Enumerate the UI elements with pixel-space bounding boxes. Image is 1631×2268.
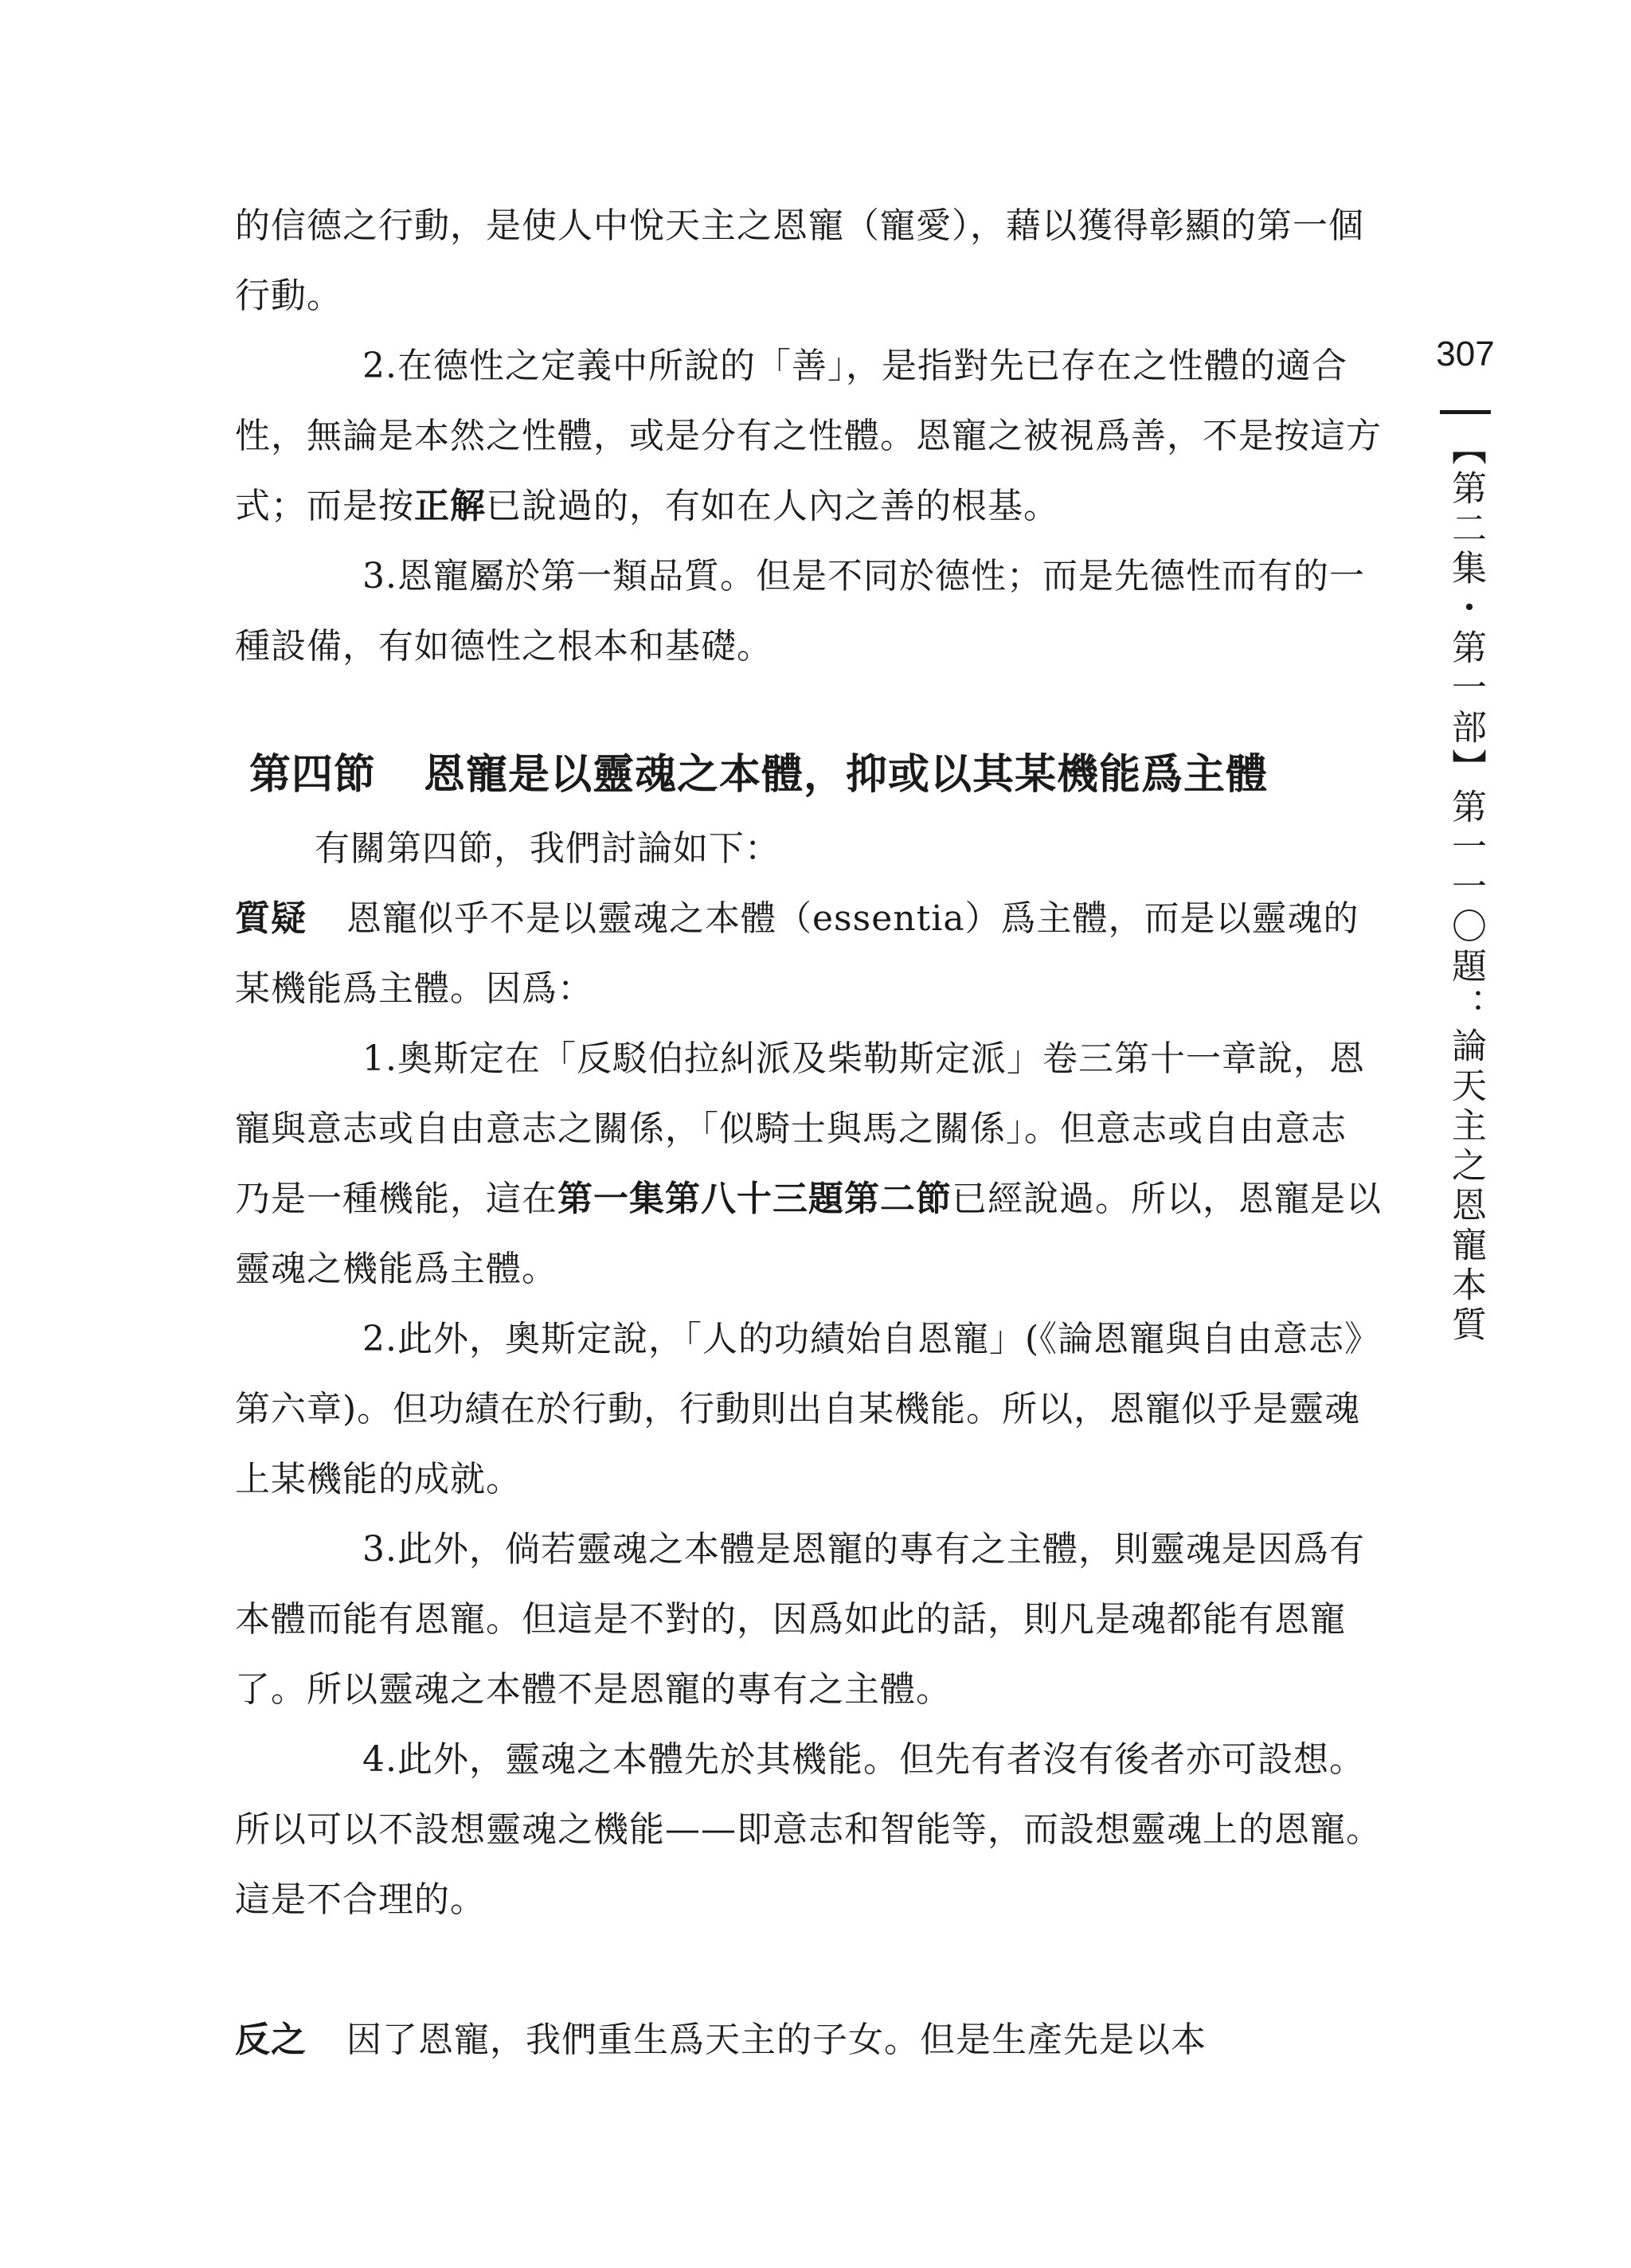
objection-1 — [235, 1024, 1382, 1304]
contra-paragraph — [235, 2005, 1382, 2075]
section-number: 第四節 — [249, 750, 377, 799]
section-intro: 有關第四節，我們討論如下： — [315, 828, 780, 869]
objection-4: 4.此外，靈魂之本體先於其機能。但先有者沒有後者亦可設想。所以可以不設想靈魂之機能——即意志和智能等，而設想靈魂上的恩寵。這是不合理的。 — [235, 1739, 1382, 1920]
section-heading — [235, 739, 1382, 811]
objection-1-pre: 1.奧斯定在「反駁伯拉糾派及柴勒斯定派」卷三第十一章說，恩寵與意志或自由意志之關係，「似騎士與馬之關係」。但意志或自由意志乃是一種機能，這在 — [235, 1038, 1365, 1219]
reply-2 — [235, 331, 1382, 542]
section-title: 恩寵是以靈魂之本體，抑或以其某機能爲主體 — [424, 750, 1269, 799]
objection-1-post: 已經說過。所以，恩寵是以靈魂之機能爲主體。 — [235, 1179, 1382, 1289]
page-number-rule — [1440, 410, 1491, 414]
objection-paragraph — [235, 884, 1382, 1024]
reply-2-pre: 2.在德性之定義中所說的「善」，是指對先已存在之性體的適合性，無論是本然之性體，或是分有之性體。恩寵之被視爲善，不是按這方式；而是按 — [235, 346, 1382, 526]
reply-3: 3.恩寵屬於第一類品質。但是不同於德性；而是先德性而有的一種設備，有如德性之根本和基礎。 — [235, 556, 1365, 667]
page-number: 307 — [1436, 334, 1495, 373]
objection-1-bold: 第一集第八十三題第二節 — [557, 1179, 952, 1219]
paragraph-continuation: 的信德之行動，是使人中悅天主之恩寵（寵愛），藉以獲得彰顯的第一個行動。 — [235, 205, 1364, 316]
running-head: 【第二集・第一部】第一一〇題：論天主之恩寵本質 — [1445, 430, 1486, 1346]
reply-2-post: 已說過的，有如在人內之善的根基。 — [486, 486, 1059, 526]
paragraph-spacer — [235, 1935, 1382, 2005]
objection-text: 恩寵似乎不是以靈魂之本體（essentia）爲主體，而是以靈魂的某機能爲主體。因爲： — [235, 898, 1359, 1009]
objection-2: 2.此外，奧斯定說，「人的功績始自恩寵」(《論恩寵與自由意志》第六章)。但功績在於行動，行動則出自某機能。所以，恩寵似乎是靈魂上某機能的成就。 — [235, 1319, 1381, 1500]
objection-label: 質疑 — [235, 898, 307, 939]
body-text — [235, 191, 1382, 2075]
contra-text: 因了恩寵，我們重生爲天主的子女。但是生產先是以本 — [346, 2020, 1207, 2060]
reply-2-bold: 正解 — [414, 486, 486, 526]
contra-label: 反之 — [235, 2020, 307, 2060]
objection-3: 3.此外，倘若靈魂之本體是恩寵的專有之主體，則靈魂是因爲有本體而能有恩寵。但這是不對的，因爲如此的話，則凡是魂都能有恩寵了。所以靈魂之本體不是恩寵的專有之主體。 — [235, 1529, 1365, 1710]
